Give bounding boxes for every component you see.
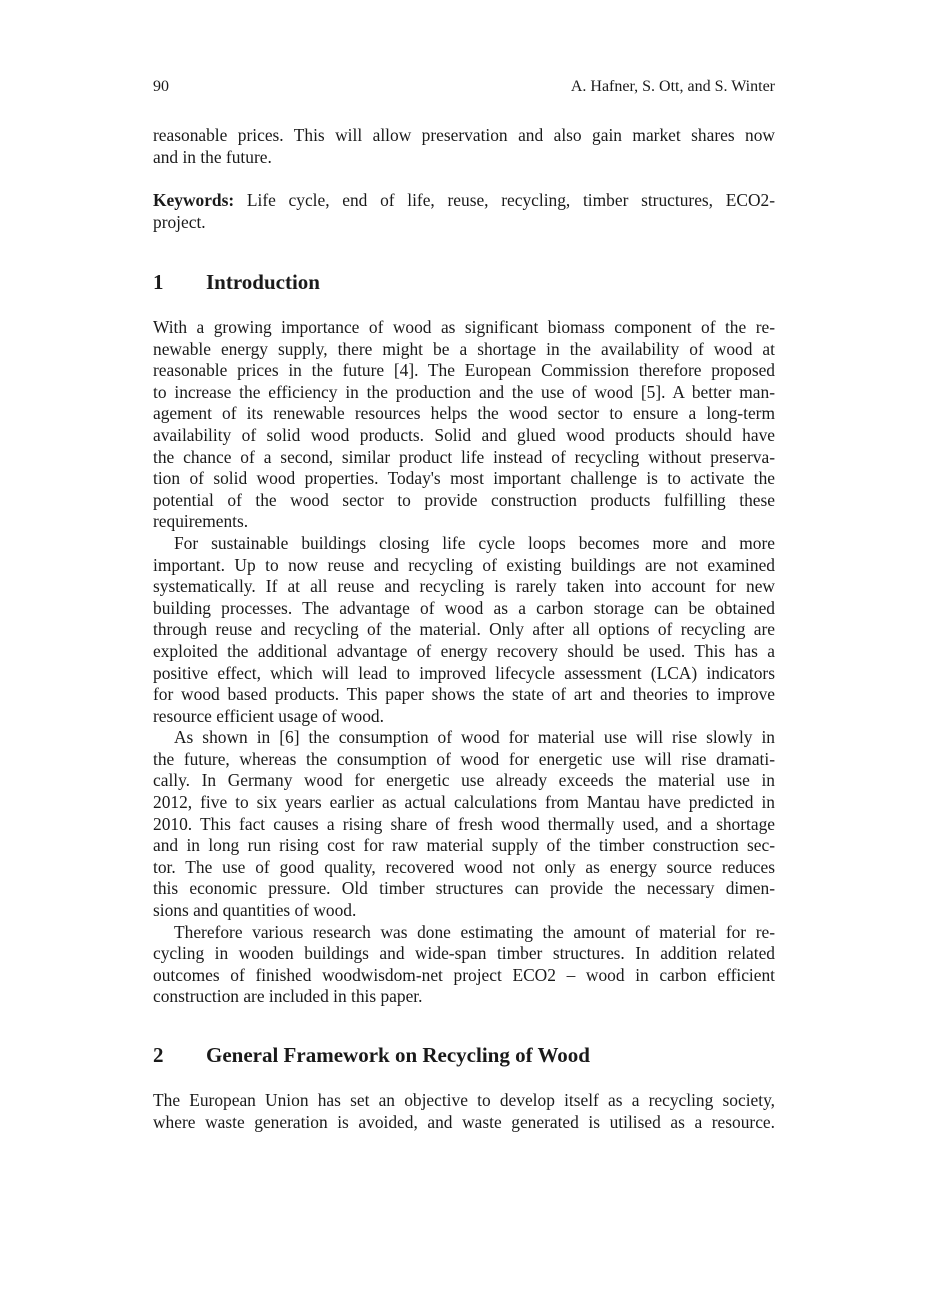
page-number: 90 bbox=[153, 78, 169, 95]
section-heading-2 bbox=[153, 1043, 775, 1068]
section-number: 1 bbox=[153, 270, 164, 294]
section-2-body bbox=[153, 1090, 775, 1133]
text-line: As shown in [6] the consumption of wood for material use will rise slowly in bbox=[174, 727, 775, 748]
text-line: cycling in wooden buildings and wide-span timber structures. In addition related bbox=[153, 943, 775, 964]
text-line: availability of solid wood products. Solid and glued wood products should have bbox=[153, 424, 775, 445]
text-line: requirements. bbox=[153, 511, 249, 532]
text-line: tor. The use of good quality, recovered wood not only as energy source reduces bbox=[153, 856, 775, 877]
text-line: newable energy supply, there might be a shortage in the availability of wood at bbox=[153, 338, 775, 359]
text-line: outcomes of finished woodwisdom-net project ECO2 – wood in carbon efficient bbox=[153, 964, 775, 985]
text-line: reasonable prices. This will allow preservation and also gain market shares now bbox=[153, 125, 775, 145]
text-line: The European Union has set an objective to develop itself as a recycling society, bbox=[153, 1090, 775, 1110]
text-line: and in the future. bbox=[153, 146, 272, 167]
section-1-body bbox=[153, 317, 775, 1008]
text-line: For sustainable buildings closing life cycle loops becomes more and more bbox=[174, 532, 775, 553]
text-line: for wood based products. This paper shows the state of art and theories to improve bbox=[153, 684, 775, 705]
keywords bbox=[153, 190, 775, 233]
text-line: important. Up to now reuse and recycling of existing buildings are not examined bbox=[153, 554, 775, 575]
abstract-tail bbox=[153, 125, 775, 168]
text-line: agement of its renewable resources helps the wood sector to ensure a long-term bbox=[153, 403, 775, 424]
text-line: systematically. If at all reuse and recycling is rarely taken into account for new bbox=[153, 576, 775, 597]
text-line: where waste generation is avoided, and waste generated is utilised as a resource. bbox=[153, 1111, 775, 1132]
text-line: project. bbox=[153, 211, 206, 232]
text-line: potential of the wood sector to provide construction products fulfilling these bbox=[153, 489, 775, 510]
text-line: construction are included in this paper. bbox=[153, 986, 423, 1007]
text-line: tion of solid wood properties. Today's most important challenge is to activate the bbox=[153, 468, 775, 489]
text-line: building processes. The advantage of wood as a carbon storage can be obtained bbox=[153, 597, 775, 618]
text-line: and in long run rising cost for raw material supply of the timber construction sec- bbox=[153, 835, 775, 856]
text-line: 2010. This fact causes a rising share of fresh wood thermally used, and a shortage bbox=[153, 813, 775, 834]
text-line: cally. In Germany wood for energetic use already exceeds the material use in bbox=[153, 770, 775, 791]
text-line: 2012, five to six years earlier as actual calculations from Mantau have predicted in bbox=[153, 792, 775, 813]
text-line: sions and quantities of wood. bbox=[153, 900, 357, 921]
text-line: this economic pressure. Old timber structures can provide the necessary dimen- bbox=[153, 878, 775, 899]
text-line: the future, whereas the consumption of wood for energetic use will rise dramati- bbox=[153, 748, 775, 769]
text-line: positive effect, which will lead to improved lifecycle assessment (LCA) indicators bbox=[153, 662, 775, 683]
text-line: resource efficient usage of wood. bbox=[153, 705, 384, 726]
section-title: General Framework on Recycling of Wood bbox=[206, 1043, 590, 1067]
text-line: With a growing importance of wood as significant biomass component of the re- bbox=[153, 317, 775, 337]
keywords-text: Life cycle, end of life, reuse, recycling, timber structures, ECO2- bbox=[234, 190, 775, 210]
section-heading-1 bbox=[153, 270, 775, 295]
section-title: Introduction bbox=[206, 270, 320, 294]
section-number: 2 bbox=[153, 1043, 164, 1067]
text-line: Therefore various research was done estimating the amount of material for re- bbox=[174, 921, 775, 942]
text-line: reasonable prices in the future [4]. The European Commission therefore proposed bbox=[153, 360, 775, 381]
text-line: through reuse and recycling of the material. Only after all options of recycling are bbox=[153, 619, 775, 640]
text-line: exploited the additional advantage of energy recovery should be used. This has a bbox=[153, 640, 775, 661]
running-authors: A. Hafner, S. Ott, and S. Winter bbox=[570, 78, 775, 95]
text-line: to increase the efficiency in the production and the use of wood [5]. A better man- bbox=[153, 381, 775, 402]
keywords-label: Keywords: bbox=[153, 190, 235, 210]
text-line: the chance of a second, similar product life instead of recycling without preserva- bbox=[153, 446, 775, 467]
